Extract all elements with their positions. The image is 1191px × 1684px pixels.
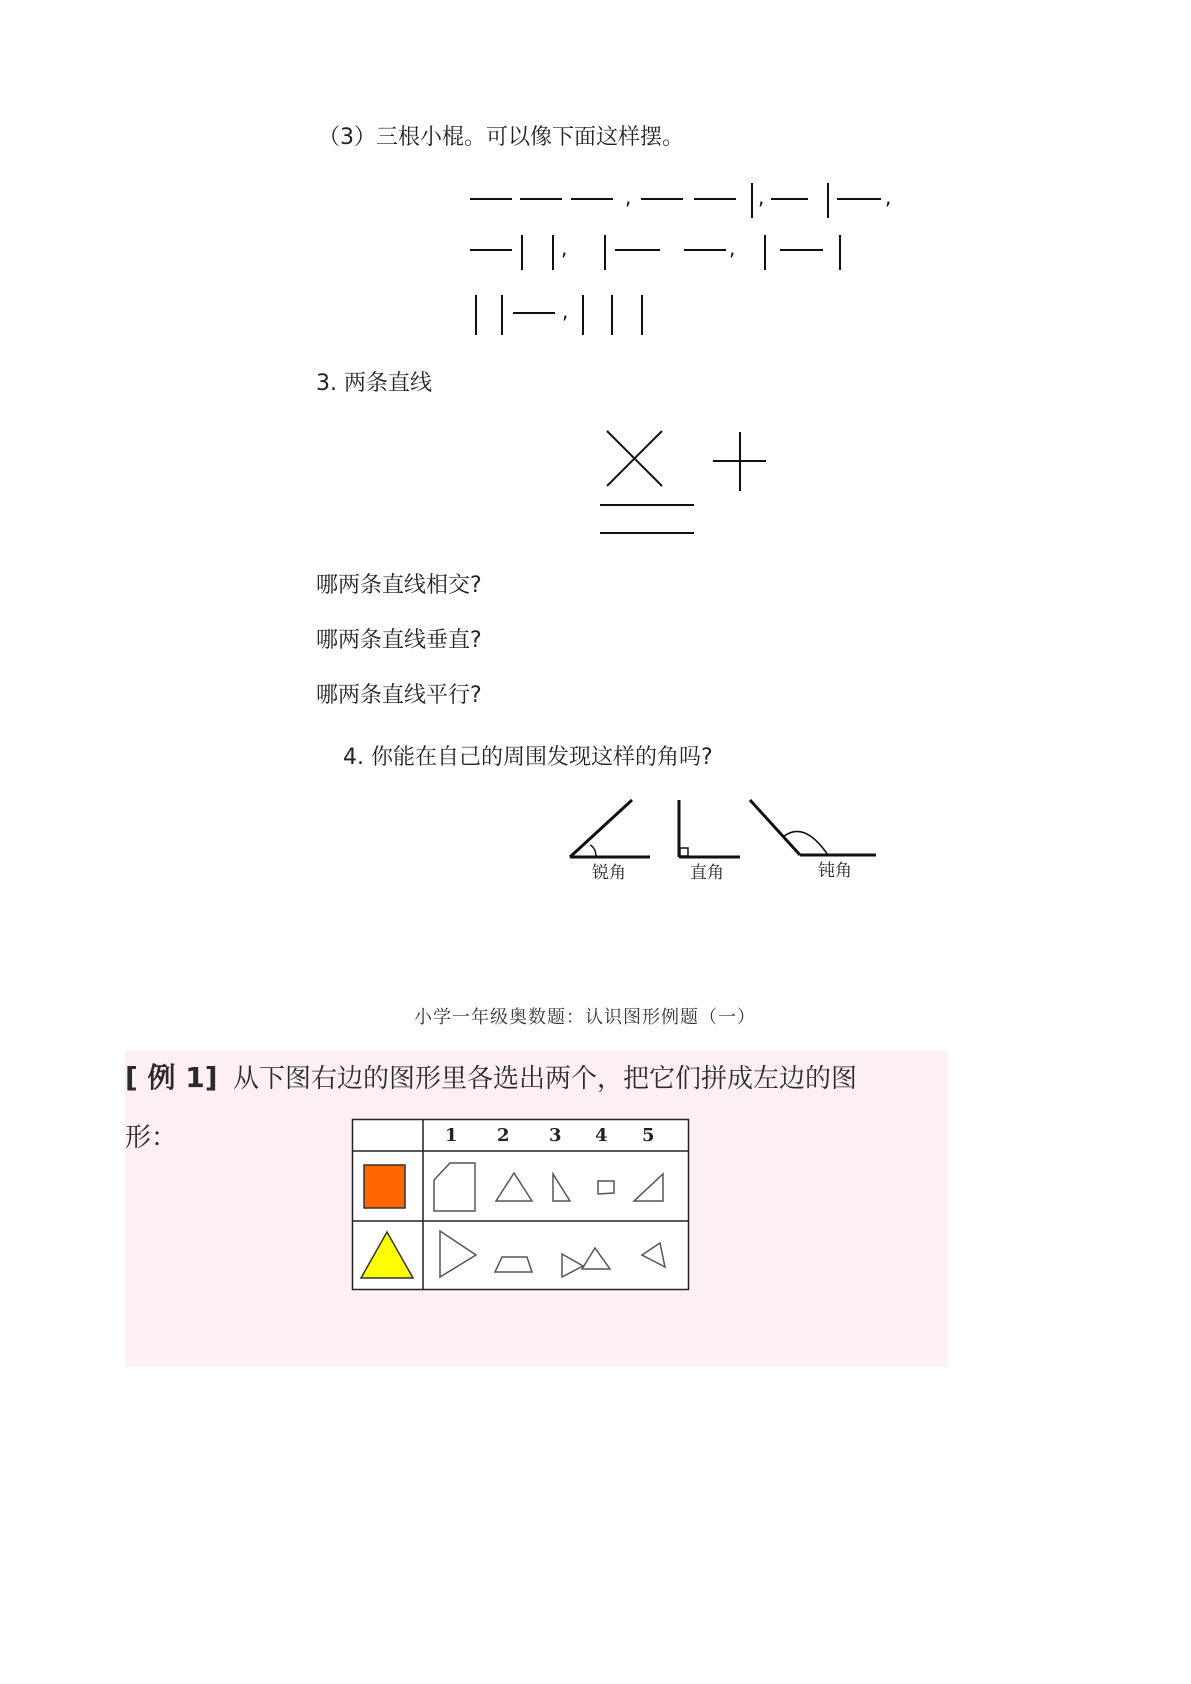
question-parallel: 哪两条直线平行? <box>316 683 482 708</box>
example-label: [ 例 1] <box>125 1061 218 1094</box>
acute-angle-label: 锐角 <box>592 863 626 883</box>
svg-text:,: , <box>758 185 765 209</box>
question-perpendicular: 哪两条直线垂直? <box>316 628 482 653</box>
column-3: 3 <box>549 1125 562 1146</box>
column-4: 4 <box>595 1125 608 1146</box>
q4-title: 4. 你能在自己的周围发现这样的角吗? <box>343 745 713 770</box>
q3-title: 3. 两条直线 <box>316 371 432 396</box>
column-5: 5 <box>642 1125 655 1146</box>
lines-figure <box>590 425 790 555</box>
example-text-line2: 形： <box>125 1123 178 1153</box>
example-text-line1: 从下图右边的图形里各选出两个，把它们拼成左边的图 <box>233 1064 858 1094</box>
svg-text:,: , <box>885 185 892 209</box>
column-1: 1 <box>445 1125 458 1146</box>
svg-text:,: , <box>562 299 569 323</box>
obtuse-angle-label: 钝角 <box>818 861 852 881</box>
svg-text:,: , <box>561 236 568 260</box>
page-header: 小学一年级奥数题：认识图形例题（一） <box>414 1007 756 1028</box>
orange-square-target <box>364 1165 405 1208</box>
question-intersect: 哪两条直线相交? <box>316 573 482 598</box>
right-angle-label: 直角 <box>690 863 724 883</box>
svg-text:,: , <box>729 236 736 260</box>
shape-table <box>352 1119 692 1291</box>
column-2: 2 <box>497 1125 510 1146</box>
sticks-heading: （3）三根小棍。可以像下面这样摆。 <box>318 125 684 150</box>
stick-arrangements <box>0 0 1191 360</box>
svg-text:,: , <box>625 185 632 209</box>
